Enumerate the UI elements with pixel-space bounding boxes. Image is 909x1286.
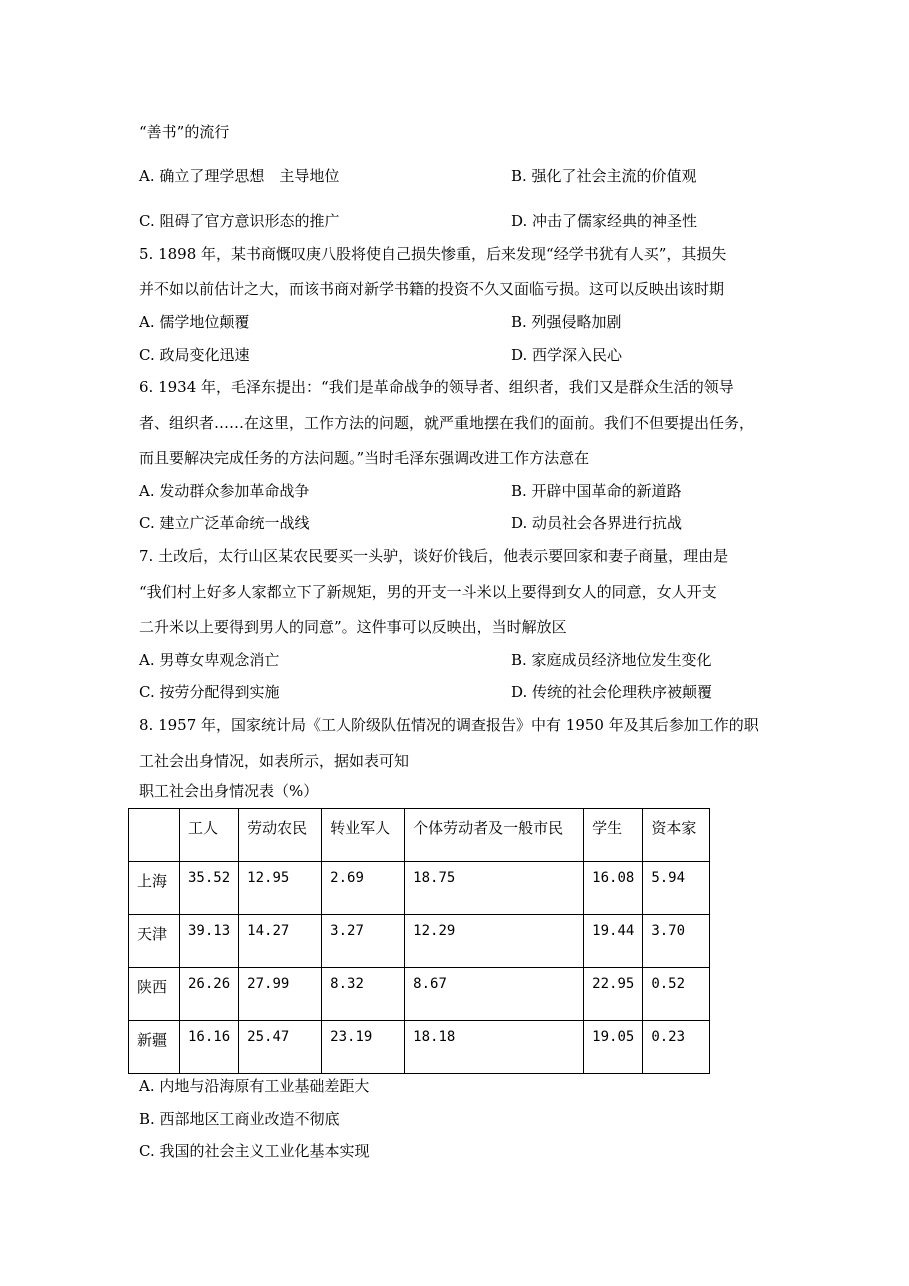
table-cell: 25.47 (239, 1021, 322, 1074)
table-cell: 35.52 (180, 862, 239, 915)
table-cell: 8.32 (322, 968, 405, 1021)
table-cell: 26.26 (180, 968, 239, 1021)
table-row (129, 1021, 710, 1074)
table-caption: 职工社会出身情况表（%） (139, 782, 319, 800)
table-row (129, 915, 710, 968)
header-cell: 个体劳动者及一般市民 (405, 809, 584, 862)
question-5-line-1: 5. 1898 年，某书商慨叹庚八股将使自己损失惨重，后来发现“经学书犹有人买”，其损失 (139, 245, 727, 263)
row-label: 新疆 (129, 1021, 180, 1074)
table-cell: 14.27 (239, 915, 322, 968)
table-cell: 18.18 (405, 1021, 584, 1074)
header-cell: 劳动农民 (239, 809, 322, 862)
q8-option-b: B. 西部地区工商业改造不彻底 (139, 1110, 340, 1128)
table-cell: 3.70 (643, 915, 710, 968)
header-cell: 工人 (180, 809, 239, 862)
table-cell: 12.29 (405, 915, 584, 968)
table-cell: 2.69 (322, 862, 405, 915)
header-cell (129, 809, 180, 862)
q6-option-c: C. 建立广泛革命统一战线 (139, 514, 310, 532)
table-cell: 0.52 (643, 968, 710, 1021)
q5-option-a: A. 儒学地位颠覆 (139, 313, 250, 331)
row-label: 天津 (129, 915, 180, 968)
q6-option-a: A. 发动群众参加革命战争 (139, 482, 310, 500)
question-5-line-2: 并不如以前估计之大，而该书商对新学书籍的投资不久又面临亏损。这可以反映出该时期 (139, 280, 725, 298)
q7-option-d: D. 传统的社会伦理秩序被颠覆 (511, 683, 713, 701)
table-cell: 19.44 (584, 915, 643, 968)
q4-option-c: C. 阻碍了官方意识形态的推广 (139, 212, 340, 230)
table-cell: 23.19 (322, 1021, 405, 1074)
table-row (129, 862, 710, 915)
q5-option-d: D. 西学深入民心 (511, 346, 623, 364)
header-cell: 学生 (584, 809, 643, 862)
table-cell: 16.16 (180, 1021, 239, 1074)
q7-option-c: C. 按劳分配得到实施 (139, 683, 280, 701)
question-8-line-1: 8. 1957 年，国家统计局《工人阶级队伍情况的调查报告》中有 1950 年及其后参加工作的职 (139, 716, 759, 734)
q4-option-b: B. 强化了社会主流的价值观 (511, 167, 697, 185)
q4-option-d: D. 冲击了儒家经典的神圣性 (511, 212, 698, 230)
table-cell: 39.13 (180, 915, 239, 968)
table-cell: 3.27 (322, 915, 405, 968)
row-label: 陕西 (129, 968, 180, 1021)
q4-option-a: A. 确立了理学思想 主导地位 (139, 167, 340, 185)
q7-option-a: A. 男尊女卑观念消亡 (139, 651, 280, 669)
q6-option-d: D. 动员社会各界进行抗战 (511, 514, 683, 532)
table-cell: 22.95 (584, 968, 643, 1021)
question-6-line-2: 者、组织者……在这里，工作方法的问题，就严重地摆在我们的面前。我们不但要提出任务， (139, 414, 755, 432)
q5-option-c: C. 政局变化迅速 (139, 346, 250, 364)
q5-option-b: B. 列强侵略加剧 (511, 313, 622, 331)
table-header-row (129, 809, 710, 862)
table-cell: 18.75 (405, 862, 584, 915)
question-7-line-1: 7. 土改后，太行山区某农民要买一头驴，谈好价钱后，他表示要回家和妻子商量，理由是 (139, 547, 729, 565)
table-cell: 0.23 (643, 1021, 710, 1074)
question-4-stem: “善书”的流行 (139, 123, 230, 141)
q7-option-b: B. 家庭成员经济地位发生变化 (511, 651, 712, 669)
q8-option-c: C. 我国的社会主义工业化基本实现 (139, 1142, 370, 1160)
question-6-line-3: 而且要解决完成任务的方法问题。”当时毛泽东强调改进工作方法意在 (139, 449, 590, 467)
table-cell: 27.99 (239, 968, 322, 1021)
question-7-line-3: 二升米以上要得到男人的同意”。这件事可以反映出，当时解放区 (139, 618, 567, 636)
table-row (129, 968, 710, 1021)
question-6-line-1: 6. 1934 年，毛泽东提出：“我们是革命战争的领导者、组织者，我们又是群众生活的领导 (139, 378, 734, 396)
header-cell: 转业军人 (322, 809, 405, 862)
table-cell: 19.05 (584, 1021, 643, 1074)
row-label: 上海 (129, 862, 180, 915)
question-7-line-2: “我们村上好多人家都立下了新规矩，男的开支一斗米以上要得到女人的同意，女人开支 (139, 583, 717, 601)
q6-option-b: B. 开辟中国革命的新道路 (511, 482, 682, 500)
header-cell: 资本家 (643, 809, 710, 862)
table-cell: 16.08 (584, 862, 643, 915)
origin-table (128, 808, 710, 1074)
table-cell: 8.67 (405, 968, 584, 1021)
table-cell: 5.94 (643, 862, 710, 915)
q8-option-a: A. 内地与沿海原有工业基础差距大 (139, 1077, 370, 1095)
question-8-line-2: 工社会出身情况，如表所示，据如表可知 (139, 752, 410, 770)
table-cell: 12.95 (239, 862, 322, 915)
